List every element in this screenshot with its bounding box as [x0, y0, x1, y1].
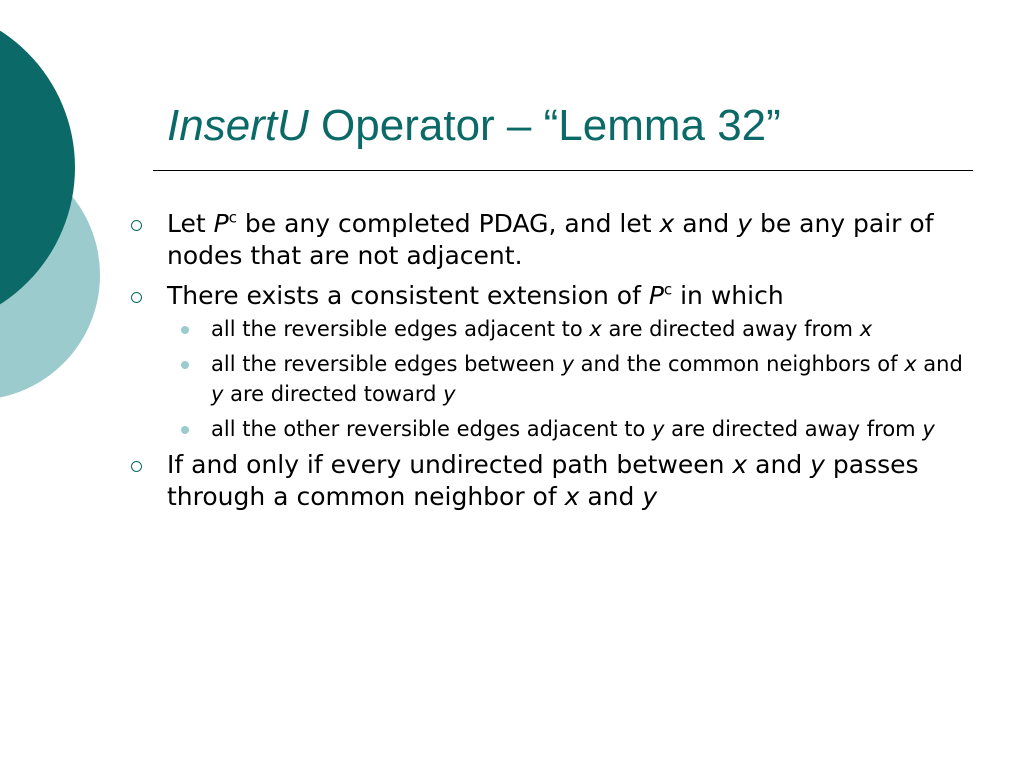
- bullet-1: [127, 208, 967, 272]
- math-variable: y: [737, 209, 752, 238]
- bullet-text: and: [747, 450, 811, 479]
- math-variable: y: [642, 482, 658, 511]
- math-variable: y: [561, 352, 574, 376]
- slide-title: [167, 96, 781, 156]
- sub-bullet-text: and the common neighbors of: [574, 352, 905, 376]
- bullet-3: [127, 449, 967, 513]
- bullet-text: and: [579, 482, 643, 511]
- bullet-text: be any pair of nodes that are not adjacent.: [167, 209, 934, 270]
- math-variable: y: [922, 417, 935, 441]
- filled-dot-bullet-icon: [181, 361, 189, 369]
- bullet-text: and: [674, 209, 738, 238]
- hollow-circle-bullet-icon: [131, 461, 142, 472]
- bullet-text: be any completed PDAG, and let: [236, 209, 660, 238]
- math-variable: x: [659, 209, 675, 238]
- bullet-text: If and only if every undirected path between: [167, 450, 733, 479]
- filled-dot-bullet-icon: [181, 426, 189, 434]
- math-variable: x: [904, 352, 917, 376]
- math-variable: x: [564, 482, 580, 511]
- filled-dot-bullet-icon: [181, 326, 189, 334]
- bullet-text: passes through a common neighbor of: [167, 450, 919, 511]
- hollow-circle-bullet-icon: [131, 220, 142, 231]
- sub-bullet-2: [127, 349, 967, 409]
- math-variable: y: [443, 382, 456, 406]
- bullet-text: Let: [167, 209, 214, 238]
- sub-bullet-text: all the reversible edges between: [211, 352, 562, 376]
- math-variable: x: [732, 450, 748, 479]
- superscript: c: [663, 280, 673, 299]
- sub-bullet-list: [127, 314, 967, 444]
- sub-bullet-text: are directed toward: [223, 382, 444, 406]
- math-variable: P: [648, 281, 664, 310]
- math-variable: P: [213, 209, 229, 238]
- title-rest: Operator – “Lemma 32”: [308, 101, 781, 150]
- math-variable: x: [589, 317, 602, 341]
- math-variable: y: [211, 382, 224, 406]
- sub-bullet-text: and: [916, 352, 963, 376]
- title-underline: [153, 170, 973, 171]
- sub-bullet-1: [127, 314, 967, 344]
- sub-bullet-text: are directed away from: [664, 417, 923, 441]
- bullet-text: in which: [672, 281, 784, 310]
- bullet-2: [127, 280, 967, 312]
- superscript: c: [228, 208, 237, 227]
- sub-bullet-text: are directed away from: [601, 317, 860, 341]
- sub-bullet-text: all the reversible edges adjacent to: [211, 317, 590, 341]
- math-variable: x: [859, 317, 873, 341]
- title-emphasis: InsertU: [167, 101, 309, 150]
- math-variable: y: [652, 417, 665, 441]
- sub-bullet-text: all the other reversible edges adjacent to: [211, 417, 653, 441]
- bullet-text: There exists a consistent extension of: [167, 281, 649, 310]
- sub-bullet-3: [127, 414, 967, 444]
- slide-body: [127, 208, 967, 521]
- hollow-circle-bullet-icon: [131, 292, 142, 303]
- math-variable: y: [810, 450, 825, 479]
